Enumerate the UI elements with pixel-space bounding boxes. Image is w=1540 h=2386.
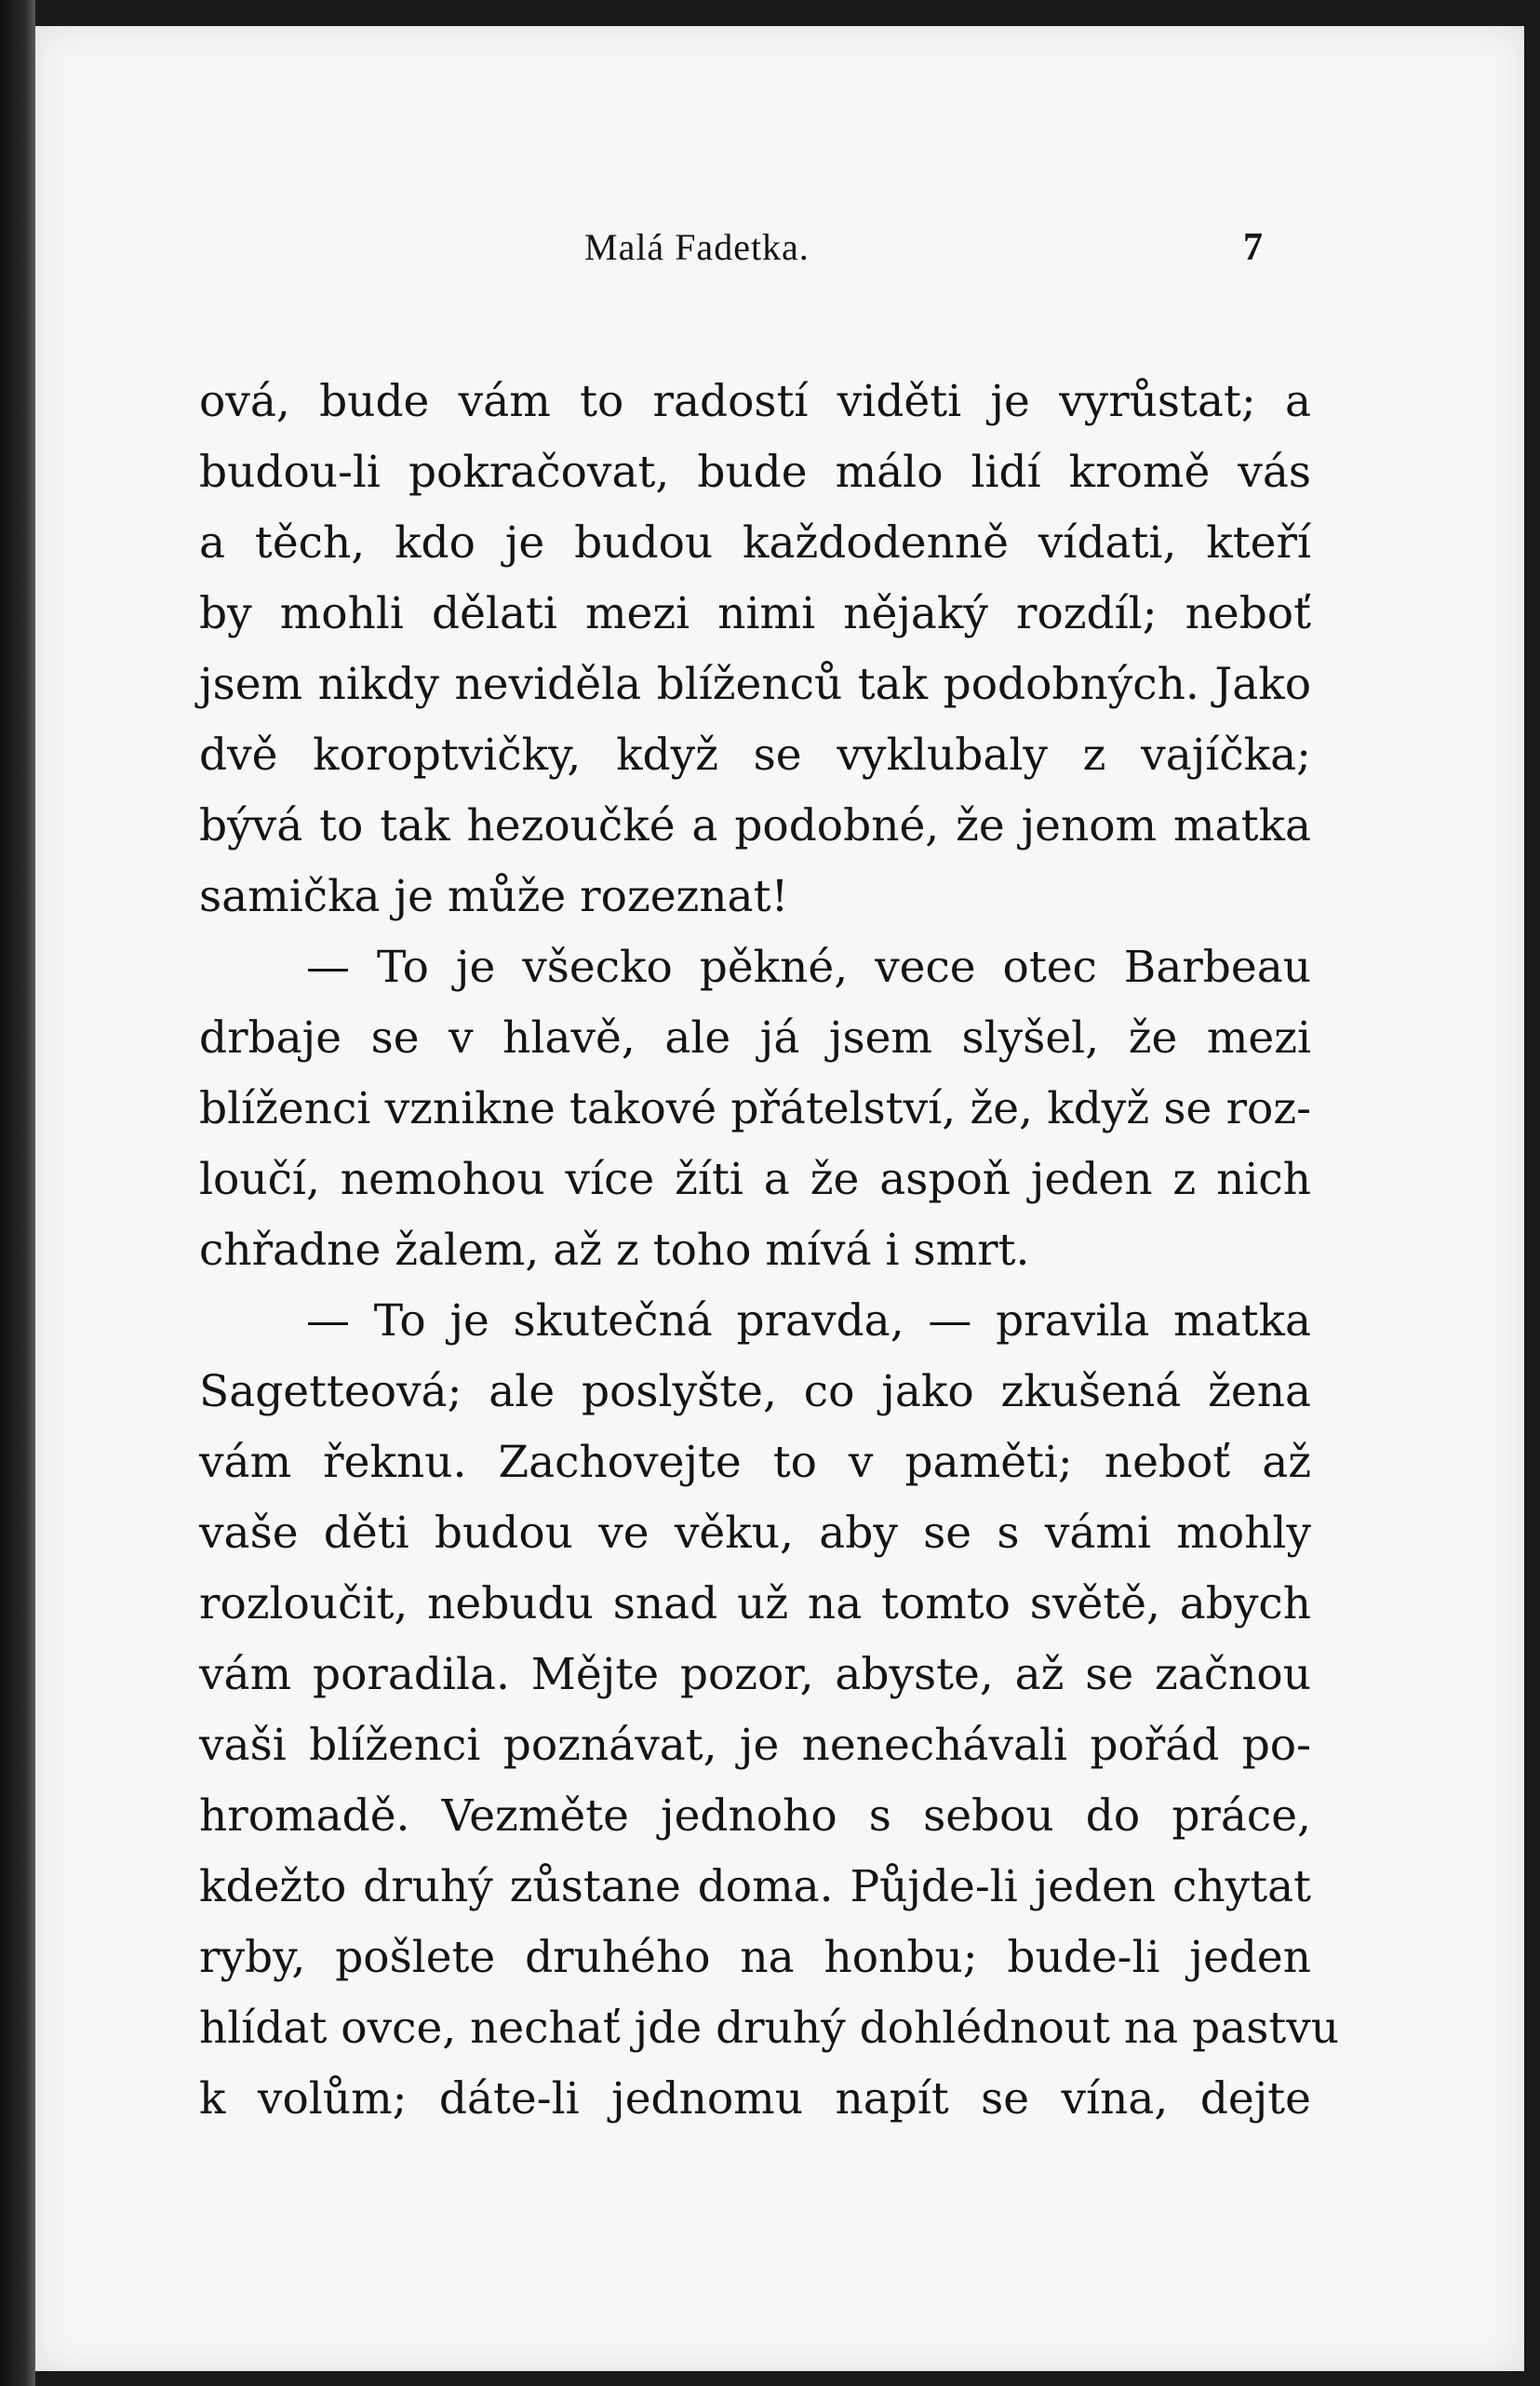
text-line: kdežto druhý zůstane doma. Půjde-li jeden chytat [199,1861,1311,1912]
text-line: Sagetteová; ale poslyšte, co jako zkušená žena [199,1366,1311,1417]
text-line: ová, bude vám to radostí viděti je vyrůstat; a [199,376,1311,427]
text-line: budou-li pokračovat, bude málo lidí kromě vás [199,447,1311,498]
text-line: ryby, pošlete druhého na honbu; bude-li jeden [199,1932,1311,1983]
text-line: vám poradila. Mějte pozor, abyste, až se začnou [199,1649,1311,1700]
text-line: — To je skutečná pravda, — pravila matka [306,1295,1311,1347]
text-line: vaši blíženci poznávat, je nenechávali pořád po- [199,1720,1311,1771]
text-line: bývá to tak hezoučké a podobné, že jenom matka [199,800,1311,851]
page-body-text [199,367,1340,2135]
text-line: a těch, kdo je budou každodenně vídati, kteří [199,517,1311,569]
text-line: jsem nikdy neviděla blíženců tak podobných. Jako [199,659,1311,710]
text-line: dvě koroptvičky, když se vyklubaly z vajíčka; [199,730,1311,781]
text-line: rozloučit, nebudu snad už na tomto světě, abych [199,1578,1311,1629]
text-line: hlídat ovce, nechať jde druhý dohlédnout na pastvu [199,2003,1340,2054]
text-line: loučí, nemohou více žíti a že aspoň jeden z nich [199,1154,1311,1205]
book-page [35,26,1524,2371]
running-title: Malá Fadetka. [584,226,810,268]
text-line: — To je všecko pěkné, vece otec Barbeau [306,942,1311,993]
text-line: vaše děti budou ve věku, aby se s vámi mohly [199,1508,1311,1559]
page-number: 7 [1243,226,1263,269]
text-line: by mohli dělati mezi nimi nějaký rozdíl; neboť [199,588,1311,639]
page-header [35,225,1524,290]
text-line: blíženci vznikne takové přátelství, že, když se roz- [199,1083,1311,1134]
text-line: samička je může rozeznat! [199,871,789,922]
text-line: chřadne žalem, až z toho mívá i smrt. [199,1225,1030,1276]
text-line: vám řeknu. Zachovejte to v paměti; neboť až [199,1437,1311,1488]
text-line: drbaje se v hlavě, ale já jsem slyšel, že mezi [199,1012,1311,1064]
page-edge-shadow [0,0,35,2386]
text-line: k volům; dáte-li jednomu napít se vína, dejte [199,2073,1311,2125]
text-line: hromadě. Vezměte jednoho s sebou do práce, [199,1790,1311,1842]
